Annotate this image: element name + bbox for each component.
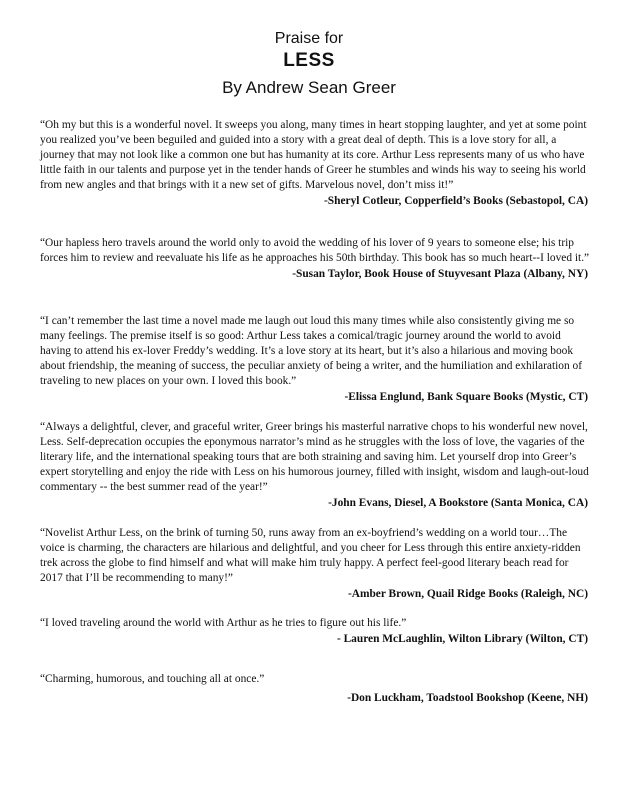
review-block xyxy=(40,526,592,602)
review-block xyxy=(40,616,592,647)
review-quote: “I can’t remember the last time a novel made me laugh out loud this many times while also consistently giving me so many feelings. The premise itself is so good: Arthur Less takes a comical/tragic journey around the world to avoid having to attend his ex-lover Freddy’s wedding. It’s a love story at its heart, but it’s also a hilarious and moving book about friendship, the meaning of success, the peculiar anxiety of being a writer, and the humiliation and exhilaration of traveling to new places on your own. I loved this book.” xyxy=(40,315,583,387)
review-block xyxy=(40,420,592,511)
review-block xyxy=(40,672,592,706)
review-quote: “Novelist Arthur Less, on the brink of turning 50, runs away from an ex-boyfriend’s wedding on a world tour…The voice is charming, the characters are hilarious and delightful, and you cheer for Less through this entire anxiety-ridden trek across the globe to find himself and what will make him truly happy. A perfect feel-good literary beach read for 2017 that I’ll be recommending to many!” xyxy=(40,527,581,584)
review-block xyxy=(40,236,592,282)
review-block xyxy=(40,118,592,209)
praise-heading: Praise for xyxy=(274,30,344,47)
author-byline: By Andrew Sean Greer xyxy=(222,78,396,97)
review-quote: “Our hapless hero travels around the world only to avoid the wedding of his lover of 9 years to someone else; his trip forces him to review and reevaluate his life as he approaches his 50th birthday. This book has so much heart--I loved it.” xyxy=(40,237,590,264)
review-attribution: -Don Luckham, Toadstool Bookshop (Keene, NH) xyxy=(347,692,588,704)
review-attribution: -John Evans, Diesel, A Bookstore (Santa Monica, CA) xyxy=(328,497,588,509)
review-attribution: -Elissa Englund, Bank Square Books (Mystic, CT) xyxy=(344,391,588,403)
review-attribution: -Sheryl Cotleur, Copperfield’s Books (Sebastopol, CA) xyxy=(324,195,588,207)
review-attribution: - Lauren McLaughlin, Wilton Library (Wilton, CT) xyxy=(336,633,588,645)
review-attribution: -Susan Taylor, Book House of Stuyvesant Plaza (Albany, NY) xyxy=(292,268,588,280)
review-quote: “I loved traveling around the world with Arthur as he tries to figure out his life.” xyxy=(40,617,407,629)
book-title: LESS xyxy=(283,50,335,71)
review-attribution: -Amber Brown, Quail Ridge Books (Raleigh, NC) xyxy=(347,588,588,600)
review-quote: “Charming, humorous, and touching all at once.” xyxy=(40,673,265,685)
review-quote: “Always a delightful, clever, and graceful writer, Greer brings his masterful narrative chops to his wonderful new novel, Less. Self-deprecation occupies the eponymous narrator’s mind as he struggles with the loss of love, the vagaries of the literary life, and the international speaking tours that are both straining and saving him. Let yourself drop into Greer’s expert storytelling and enjoy the ride with Less on his humorous journey, filled with insight, wisdom and laugh-out-loud commentary -- the best summer read of the year!” xyxy=(40,421,589,493)
review-quote: “Oh my but this is a wonderful novel. It sweeps you along, many times in heart stopping laughter, and yet at some point you realized you’ve been beguiled and guided into a story with a great deal of depth. This is a love story for all, a journey that may not look like a common one but has humanity at its core. Arthur Less represents many of us who have little faith in our talents and purpose yet in the tender hands of Greer he stumbles and winds his way to seeing his world from new angles and that brings with it a new set of gifts. Marvelous novel, don’t miss it!” xyxy=(40,119,587,191)
review-block xyxy=(40,314,592,405)
